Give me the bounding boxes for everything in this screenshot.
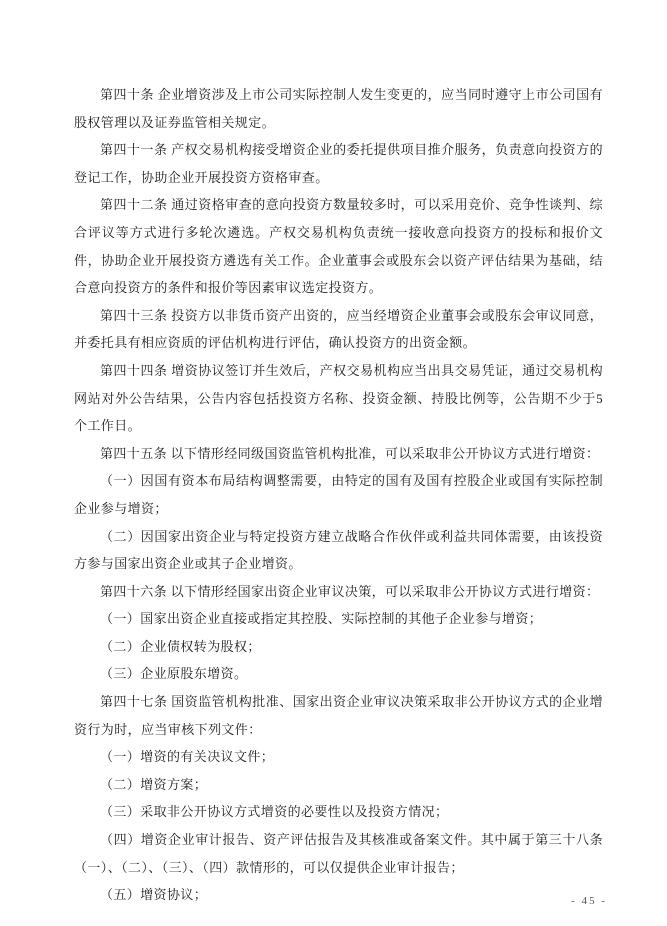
- paragraph-article-46: 第四十六条 以下情形经国家出资企业审议决策，可以采取非公开协议方式进行增资：: [100, 583, 600, 599]
- paragraph-article-40: 第四十条 企业增资涉及上市公司实际控制人发生变更的，应当同时遵守上市公司国有股权管理以及证券监管相关规定。: [74, 87, 603, 130]
- page-number: - 45 -: [571, 895, 607, 907]
- paragraph-article-47-item-2: （二）增资方案；: [100, 776, 208, 792]
- paragraph-article-47-item-5: （五）增资协议；: [100, 887, 208, 903]
- paragraph-article-46-item-1: （一）国家出资企业直接或指定其控股、实际控制的其他子企业参与增资；: [100, 611, 543, 627]
- paragraph-article-43: 第四十三条 投资方以非货币资产出资的，应当经增资企业董事会或股东会审议同意，并委托具有相应资质的评估机构进行评估，确认投资方的出资金额。: [74, 307, 603, 351]
- paragraph-article-47-item-3: （三）采取非公开协议方式增资的必要性以及投资方情况；: [100, 804, 449, 820]
- paragraph-article-47: 第四十七条 国资监管机构批准、国家出资企业审议决策采取非公开协议方式的企业增资行为时，应当审核下列文件：: [74, 694, 603, 737]
- paragraph-article-44: 第四十四条 增资协议签订并生效后，产权交易机构应当出具交易凭证，通过交易机构网站对外公告结果，公告内容包括投资方名称、投资金额、持股比例等，公告期不少于5个工作日。: [74, 362, 603, 434]
- paragraph-article-47-item-1: （一）增资的有关决议文件；: [100, 749, 275, 765]
- page-footer: [571, 895, 607, 907]
- paragraph-article-47-item-4: （四）增资企业审计报告、资产评估报告及其核准或备案文件。其中属于第三十八条（一）、（二）、（三）、（四）款情形的，可以仅提供企业审计报告；: [74, 832, 603, 875]
- paragraph-article-42: 第四十二条 通过资格审查的意向投资方数量较多时，可以采用竞价、竞争性谈判、综合评议等方式进行多轮次遴选。产权交易机构负责统一接收意向投资方的投标和报价文件，协助企业开展投资方遴选有关工作。企业董事会或股东会以资产评估结果为基础，结合意向投资方的条件和报价等因素审议选定投资方。: [74, 197, 603, 296]
- paragraph-article-46-item-2: （二）企业债权转为股权；: [100, 638, 261, 654]
- paragraph-article-46-item-3: （三）企业原股东增资。: [100, 666, 248, 682]
- document-body: [74, 81, 603, 909]
- paragraph-article-41: 第四十一条 产权交易机构接受增资企业的委托提供项目推介服务，负责意向投资方的登记工作，协助企业开展投资方资格审查。: [74, 142, 603, 185]
- paragraph-article-45-item-1: （一）因国有资本布局结构调整需要，由特定的国有及国有控股企业或国有实际控制企业参与增资；: [74, 473, 603, 516]
- paragraph-article-45: 第四十五条 以下情形经同级国资监管机构批准，可以采取非公开协议方式进行增资：: [100, 445, 600, 461]
- paragraph-article-45-item-2: （二）因国家出资企业与特定投资方建立战略合作伙伴或利益共同体需要，由该投资方参与国家出资企业或其子企业增资。: [74, 528, 603, 572]
